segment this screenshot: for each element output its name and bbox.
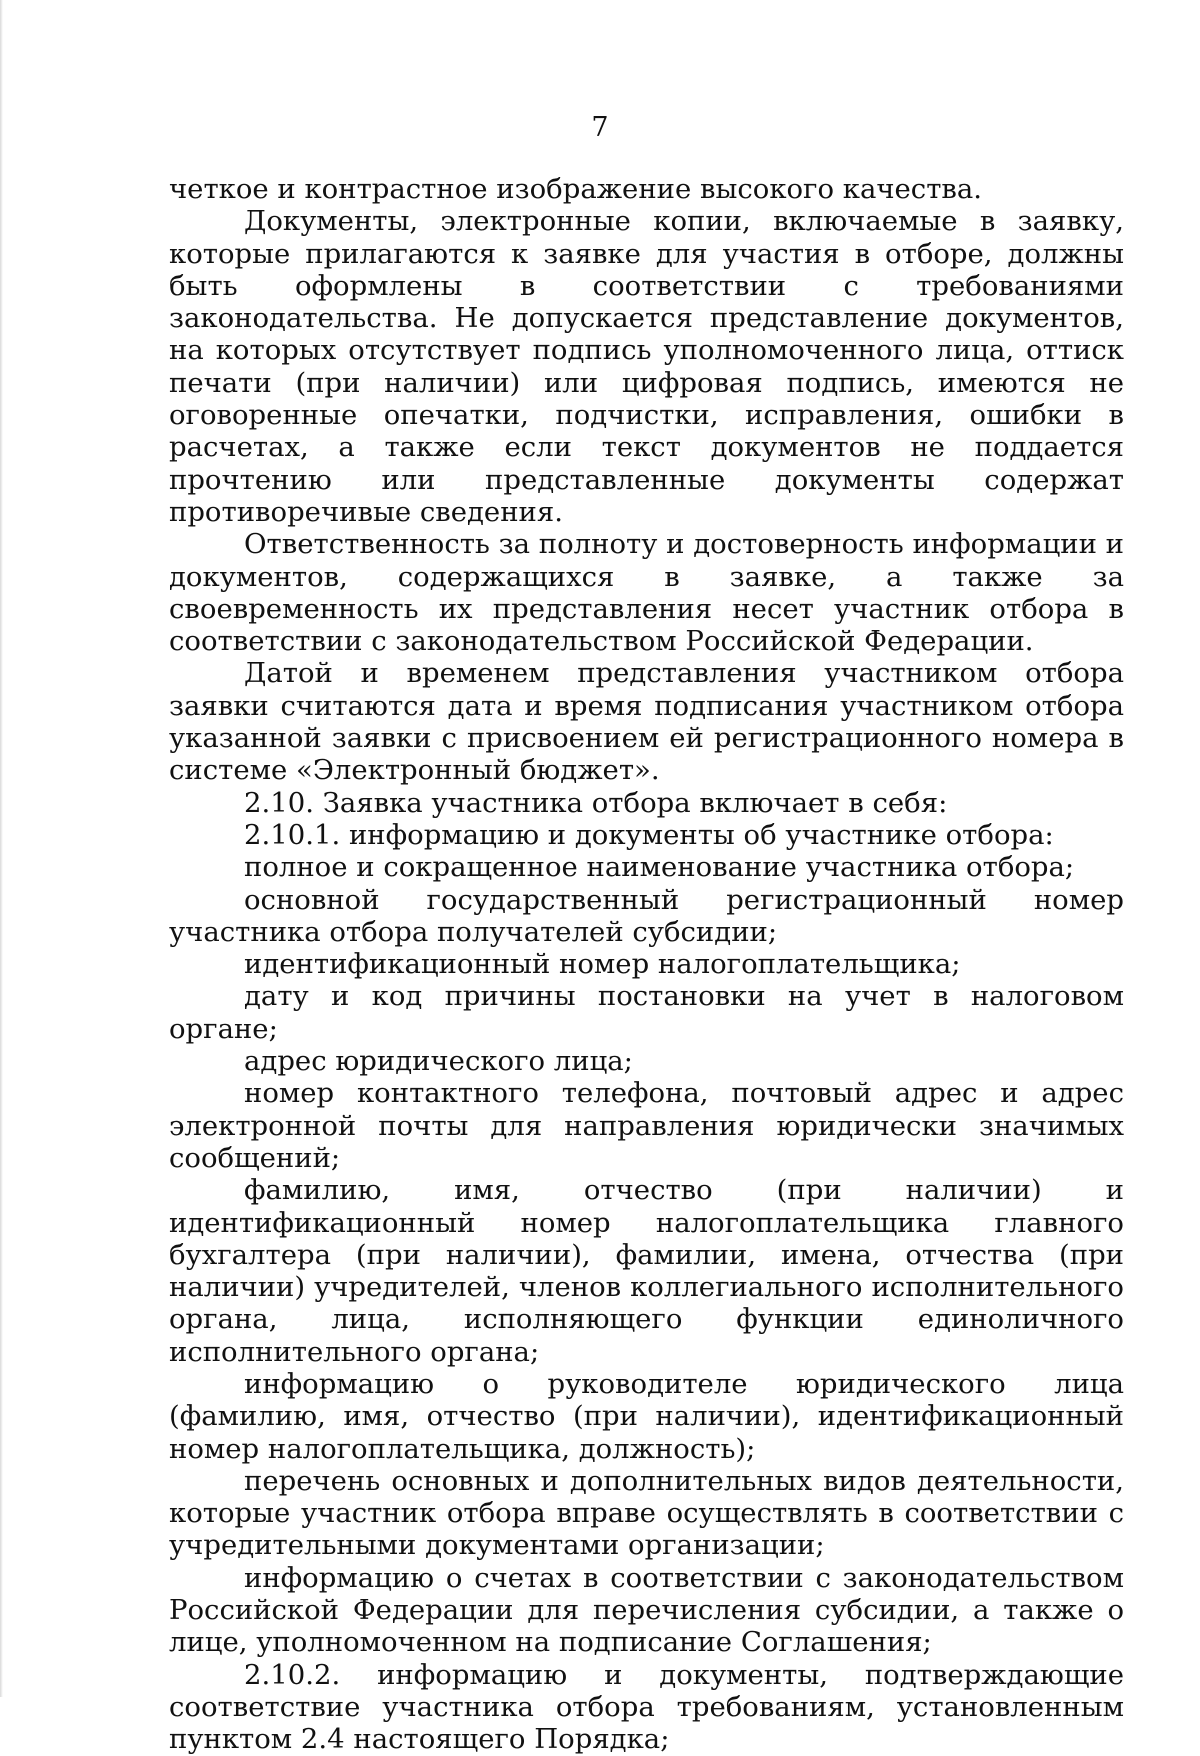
list-item-persons: фамилию, имя, отчество (при наличии) и идентификационный номер налогоплательщика главного бухгалтера (при наличии), фамилии, имена, отчества (при наличии) учредителей, членов коллегиального исполнительного органа, лица, исполняющего функции единоличного исполнительного органа; — [169, 1174, 1124, 1368]
list-item-address: адрес юридического лица; — [244, 1045, 633, 1078]
document-body — [169, 173, 1124, 1756]
paragraph-responsibility: Ответственность за полноту и достоверность информации и документов, содержащихся в заявке, а также за своевременность их представления несет участник отбора в соответствии с законодательством Российской Федерации. — [169, 528, 1124, 658]
list-item-contacts: номер контактного телефона, почтовый адрес и адрес электронной почты для направления юридически значимых сообщений; — [169, 1077, 1124, 1174]
page-number: 7 — [591, 112, 609, 143]
list-item-ogrn: основной государственный регистрационный номер участника отбора получателей субсидии; — [169, 883, 1124, 948]
paragraph-submission-date: Датой и временем представления участником отбора заявки считаются дата и время подписания участником отбора указанной заявки с присвоением ей регистрационного номера в системе «Электронный бюджет». — [169, 657, 1124, 787]
list-item-inn: идентификационный номер налогоплательщика; — [244, 948, 961, 981]
paragraph-continuation: четкое и контрастное изображение высокого качества. — [169, 173, 983, 205]
scan-edge — [0, 0, 3, 1697]
paragraph-2-10: 2.10. Заявка участника отбора включает в себя: — [244, 786, 948, 819]
list-item-name: полное и сокращенное наименование участника отбора; — [244, 851, 1075, 884]
list-item-accounts: информацию о счетах в соответствии с законодательством Российской Федерации для перечисления субсидии, а также о лице, уполномоченном на подписание Соглашения; — [169, 1561, 1124, 1659]
list-item-activities: перечень основных и дополнительных видов деятельности, которые участник отбора вправе осуществлять в соответствии с учредительными документами организации; — [169, 1464, 1124, 1562]
paragraph-2-10-2: 2.10.2. информацию и документы, подтверждающие соответствие участника отбора требованиям, установленным пунктом 2.4 настоящего Порядка; — [169, 1658, 1124, 1756]
paragraph-2-10-1: 2.10.1. информацию и документы об участнике отбора: — [244, 818, 1054, 851]
list-item-kpp: дату и код причины постановки на учет в налоговом органе; — [169, 980, 1124, 1045]
paragraph-documents-requirements: Документы, электронные копии, включаемые в заявку, которые прилагаются к заявке для участия в отборе, должны быть оформлены в соответствии с требованиями законодательства. Не допускается представление документов, на которых отсутствует подпись уполномоченного лица, оттиск печати (при наличии) или цифровая подпись, имеются не оговоренные опечатки, подчистки, исправления, ошибки в расчетах, а также если текст документов не поддается прочтению или представленные документы содержат противоречивые сведения. — [169, 205, 1124, 528]
list-item-director: информацию о руководителе юридического лица (фамилию, имя, отчество (при наличии), идентификационный номер налогоплательщика, должность); — [169, 1367, 1124, 1465]
